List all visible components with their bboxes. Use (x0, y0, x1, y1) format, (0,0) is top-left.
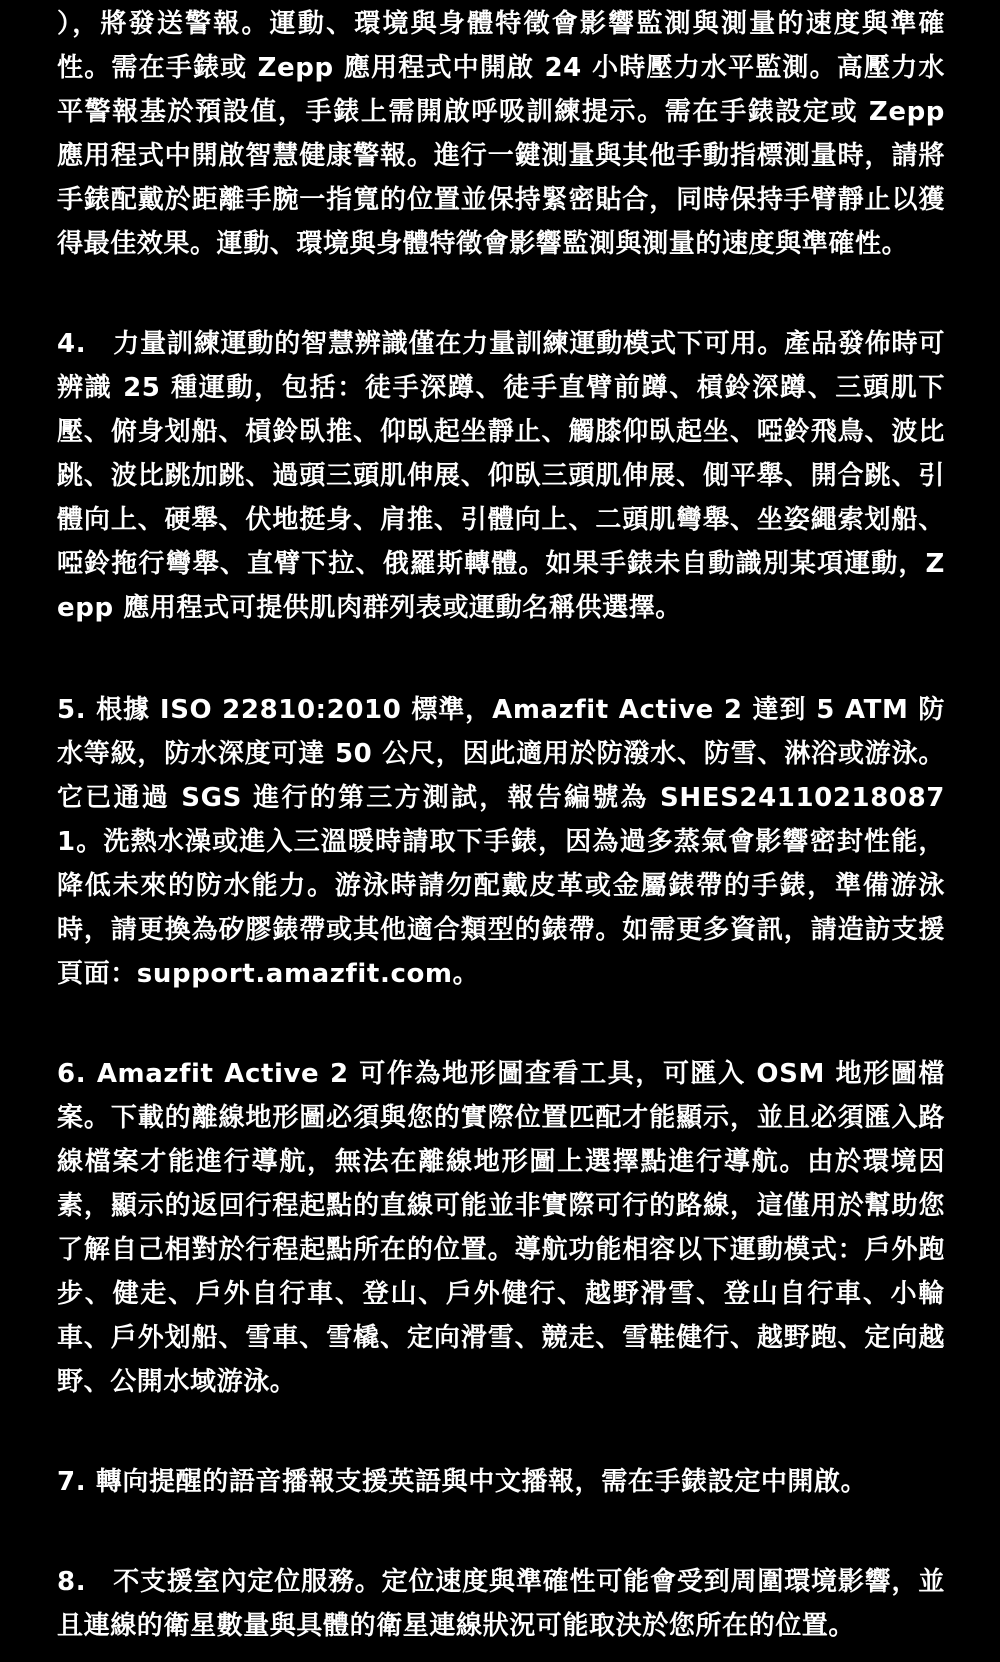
footnote-6: 6. Amazfit Active 2 可作為地形圖查看工具，可匯入 OSM 地形圖檔案。下載的離線地形圖必須與您的實際位置匹配才能顯示，並且必須匯入路線檔案才能進行導航，無法在離線地形圖上選擇點進行導航。由於環境因素，顯示的返回行程起點的直線可能並非實際可行的路線，這僅用於幫助您了解自己相對於行程起點所在的位置。導航功能相容以下運動模式：戶外跑步、健走、戶外自行車、登山、戶外健行、越野滑雪、登山自行車、小輪車、戶外划船、雪車、雪橇、定向滑雪、競走、雪鞋健行、越野跑、定向越野、公開水域游泳。 (57, 1059, 945, 1397)
footnote-continued: ），將發送警報。運動、環境與身體特徵會影響監測與測量的速度與準確性。需在手錶或 Zepp 應用程式中開啟 24 小時壓力水平監測。高壓力水平警報基於預設值，手錶上需開啟呼吸訓練提示。需在手錶設定或 Zepp 應用程式中開啟智慧健康警報。進行一鍵測量與其他手動指標測量時，請將手錶配戴於距離手腕一指寬的位置並保持緊密貼合，同時保持手臂靜止以獲得最佳效果。運動、環境與身體特徵會影響監測與測量的速度與準確性。 (57, 9, 945, 259)
footnote-8: 8. 不支援室內定位服務。定位速度與準確性可能會受到周圍環境影響，並且連線的衛星數量與具體的衛星連線狀況可能取決於您所在的位置。 (57, 1567, 945, 1641)
footnote-5: 5. 根據 ISO 22810:2010 標準，Amazfit Active 2 達到 5 ATM 防水等級，防水深度可達 50 公尺，因此適用於防潑水、防雪、淋浴或游泳。它已通過 SGS 進行的第三方測試，報告編號為 SHES241102180871。洗熱水澡或進入三溫暖時請取下手錶，因為過多蒸氣會影響密封性能，降低未來的防水能力。游泳時請勿配戴皮革或金屬錶帶的手錶，準備游泳時，請更換為矽膠錶帶或其他適合類型的錶帶。如需更多資訊，請造訪支援頁面：support.amazfit.com。 (57, 695, 945, 989)
footnote-4: 4. 力量訓練運動的智慧辨識僅在力量訓練運動模式下可用。產品發佈時可辨識 25 種運動，包括：徒手深蹲、徒手直臂前蹲、槓鈴深蹲、三頭肌下壓、俯身划船、槓鈴臥推、仰臥起坐靜止、觸膝仰臥起坐、啞鈴飛鳥、波比跳、波比跳加跳、過頭三頭肌伸展、仰臥三頭肌伸展、側平舉、開合跳、引體向上、硬舉、伏地挺身、肩推、引體向上、二頭肌彎舉、坐姿繩索划船、啞鈴拖行彎舉、直臂下拉、俄羅斯轉體。如果手錶未自動識別某項運動，Zepp 應用程式可提供肌肉群列表或運動名稱供選擇。 (57, 329, 945, 623)
footnote-7: 7. 轉向提醒的語音播報支援英語與中文播報，需在手錶設定中開啟。 (57, 1467, 868, 1497)
